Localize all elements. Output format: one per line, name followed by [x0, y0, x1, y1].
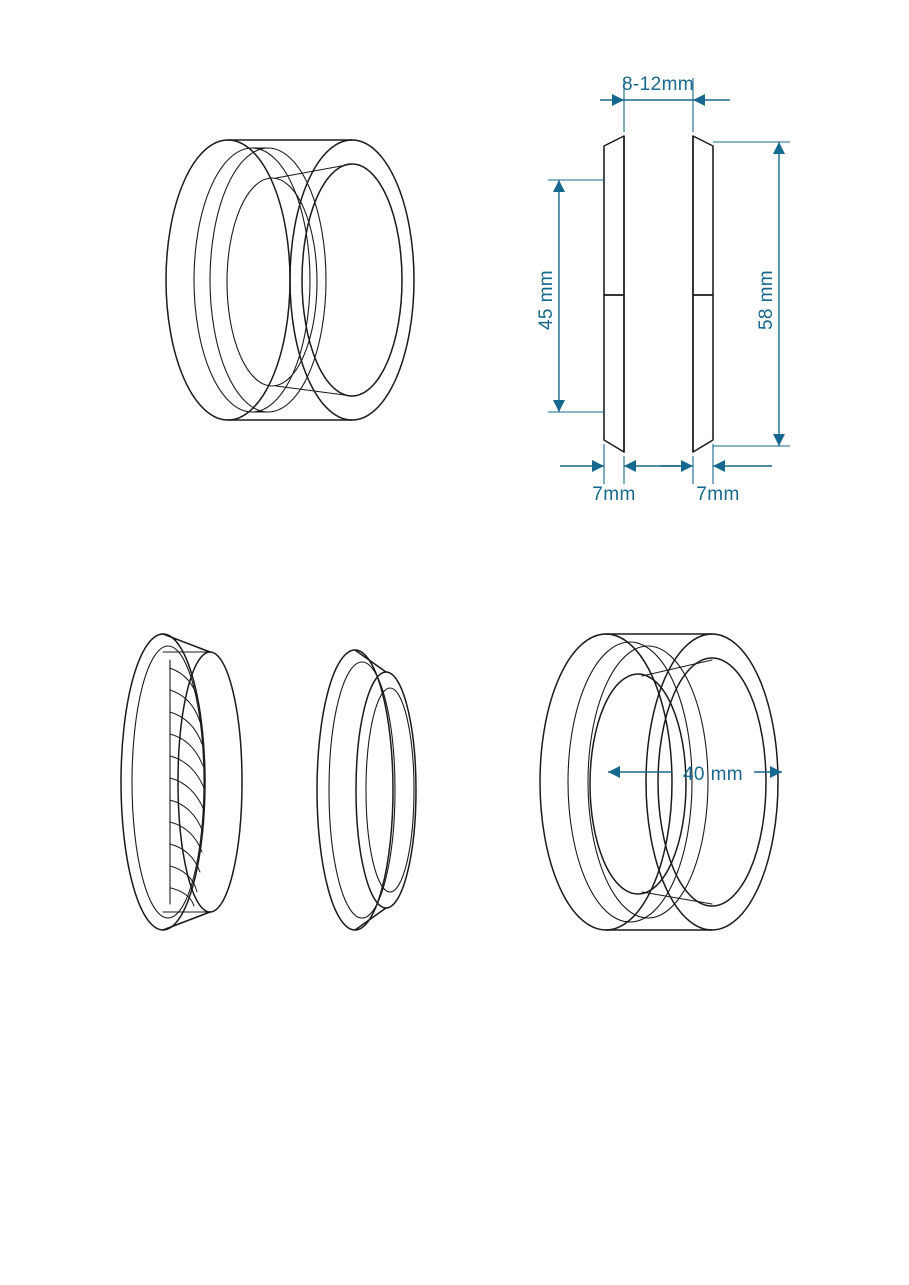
dimension-inner-height	[536, 180, 604, 412]
view-bottom-left-threaded	[121, 634, 242, 930]
view-bottom-right-assembly	[540, 634, 782, 930]
dimension-bore-diameter-label: 40 mm	[682, 764, 744, 785]
dimension-inner-height-label: 45 mm	[536, 269, 557, 331]
dimension-outer-height	[713, 142, 790, 446]
dimension-flange-right	[660, 444, 772, 505]
dimension-gap-width-label: 8-12mm	[621, 74, 695, 95]
dimension-outer-height-label: 58 mm	[756, 269, 777, 331]
dimension-bore-diameter	[608, 764, 782, 785]
view-top-right-section	[604, 136, 713, 452]
dimension-flange-right-label: 7mm	[696, 484, 740, 505]
view-bottom-middle-ring	[317, 650, 416, 930]
view-top-left	[166, 140, 414, 420]
dimension-flange-left	[560, 444, 680, 505]
dimension-flange-left-label: 7mm	[592, 484, 636, 505]
dimension-gap-width	[600, 74, 730, 132]
